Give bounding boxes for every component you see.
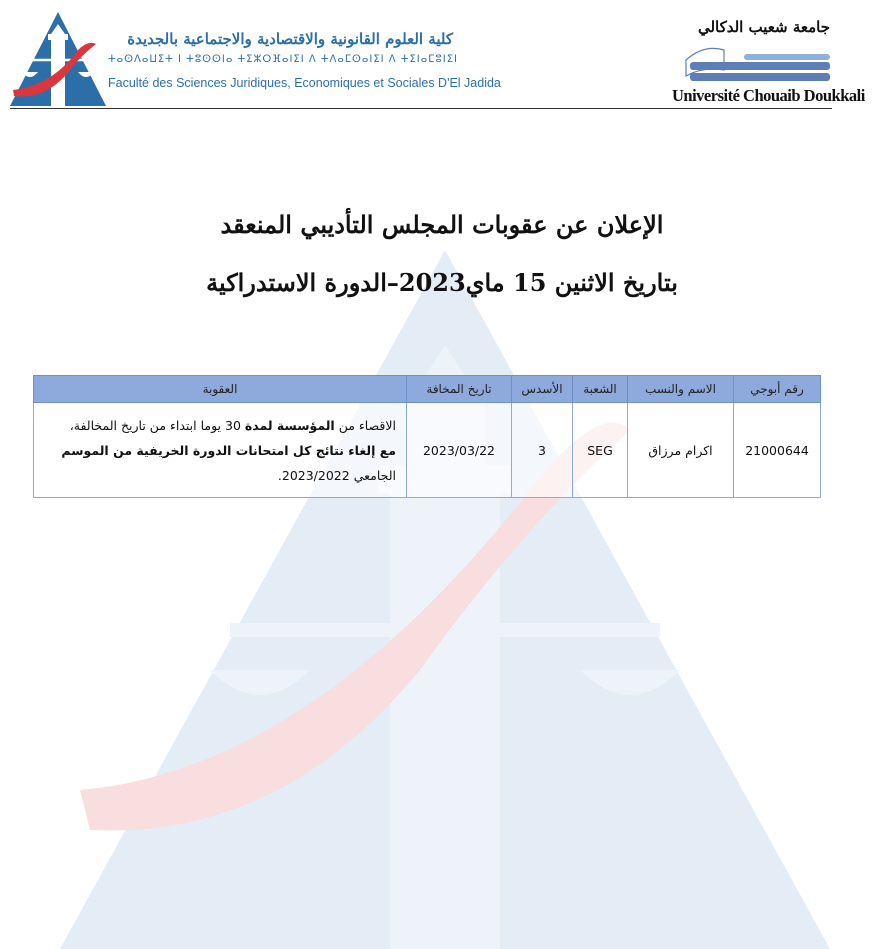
cell-branch: SEG — [573, 403, 628, 498]
announcement-title: الإعلان عن عقوبات المجلس التأديبي المنعقد — [220, 210, 664, 239]
header-divider — [10, 108, 832, 109]
cell-name: اكرام مرزاق — [628, 403, 734, 498]
header-name: الاسم والنسب — [628, 376, 734, 403]
university-logo — [684, 40, 832, 82]
watermark-logo — [60, 250, 830, 949]
header-violation-date: تاريخ المخافة — [407, 376, 512, 403]
header-apogee: رقم أبوجي — [734, 376, 821, 403]
table-header-row — [34, 376, 821, 403]
sanction-bold-2: مع إلغاء نتائج كل امتحانات الدورة الخريفية من الموسم — [61, 442, 396, 458]
sanction-text-2: 30 يوما ابتداء من تاريخ المخالفة، — [69, 417, 245, 433]
faculty-name-french: Faculté des Sciences Juridiques, Economiques et Sociales D'El Jadida — [108, 76, 501, 90]
faculty-name-arabic: كلية العلوم القانونية والاقتصادية والاجتماعية بالجديدة — [127, 30, 453, 48]
header-semester: الأسدس — [512, 376, 573, 403]
sanction-bold-1: المؤسسة لمدة — [244, 417, 335, 433]
cell-violation-date: 2023/03/22 — [407, 403, 512, 498]
faculty-logo — [8, 10, 108, 108]
sanction-text-3: الجامعي 2023/2022. — [277, 467, 396, 483]
header-sanction: العقوبة — [34, 376, 407, 403]
cell-semester: 3 — [512, 403, 573, 498]
table-row — [34, 403, 821, 498]
faculty-name-tifinagh: ⵜⴰⵙⴷⴰⵡⵉⵜ ⵏ ⵜⵓⵙⵙⵏⴰ ⵜⵉⵣⵔⴼⴰⵏⵉⵏ ⴷ ⵜⴷⴰⵎⵙⴰⵏⵉⵏ ⴷ ⵜⵉⵏⴰⵎⵓⵏⵉⵏ — [108, 54, 458, 65]
document-header — [0, 0, 884, 112]
sanction-text-1: الاقصاء من — [334, 417, 396, 433]
sanctions-table — [33, 375, 821, 498]
cell-apogee: 21000644 — [734, 403, 821, 498]
header-branch: الشعبة — [573, 376, 628, 403]
announcement-subtitle: بتاريخ الاثنين 15 ماي2023–الدورة الاستدراكية — [206, 268, 678, 297]
cell-sanction — [34, 403, 407, 498]
university-name-arabic: جامعة شعيب الدكالي — [697, 18, 830, 36]
university-name-french: Université Chouaib Doukkali — [672, 86, 865, 105]
